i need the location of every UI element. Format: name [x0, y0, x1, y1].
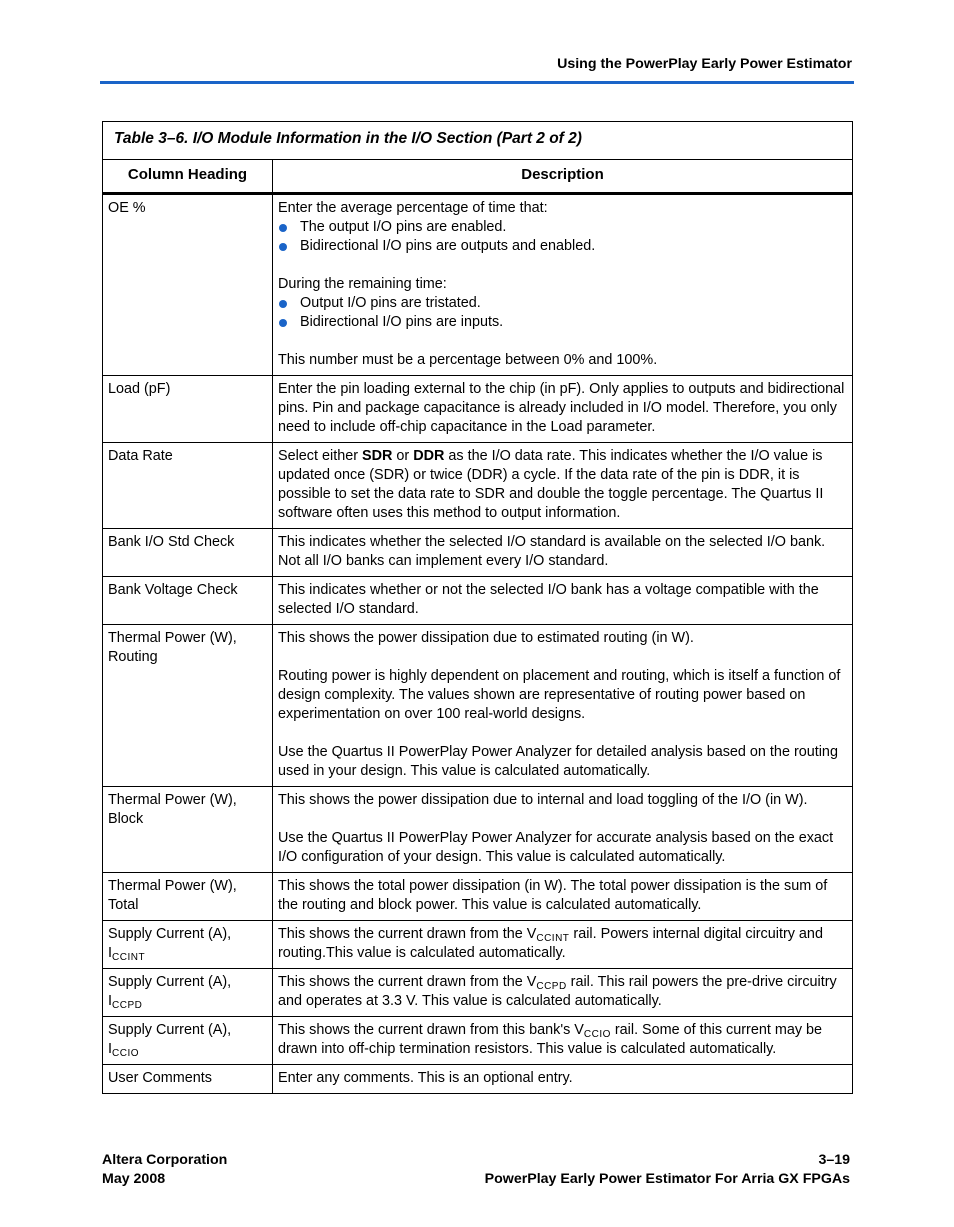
voltage-subscript: CCINT	[536, 933, 570, 944]
voltage-subscript: CCIO	[583, 1029, 611, 1040]
document-title: PowerPlay Early Power Estimator For Arria GX FPGAs	[484, 1171, 850, 1187]
row-name-text: Supply Current (A),	[108, 974, 232, 990]
description-text: This shows the power dissipation due to estimated routing (in W).	[278, 630, 694, 646]
description-text: Routing power is highly dependent on placement and routing, which is itself a function of design complexity. The values shown are representative of routing power based on experimentation on over 100 real-world designs.	[278, 668, 841, 722]
publication-date: May 2008	[102, 1171, 166, 1187]
footer-right	[485, 1151, 850, 1189]
row-description	[273, 787, 853, 873]
column-heading-header: Column Heading	[103, 160, 273, 194]
table-row	[103, 625, 853, 787]
table-row	[103, 376, 853, 443]
row-name-text: Supply Current (A),	[108, 1022, 232, 1038]
table-row	[103, 921, 853, 969]
table-row	[103, 529, 853, 577]
bullet-icon	[279, 319, 287, 327]
description-text: Use the Quartus II PowerPlay Power Analyzer for accurate analysis based on the exact I/O configuration of your design. This value is calculated automatically.	[278, 830, 834, 865]
table-row	[103, 194, 853, 376]
description-text: Select either	[278, 448, 362, 464]
row-description	[273, 1017, 853, 1065]
row-description: Enter the pin loading external to the chip (in pF). Only applies to outputs and bidirectional pins. Pin and package capacitance is already included in I/O model. Therefore, you only need to include off-chip capacitance in the Load parameter.	[273, 376, 853, 443]
table-row	[103, 1017, 853, 1065]
current-symbol: I	[108, 1041, 112, 1057]
list-item-text: Output I/O pins are tristated.	[300, 295, 481, 311]
row-name: Thermal Power (W), Total	[103, 873, 273, 921]
page-number: 3–19	[818, 1152, 850, 1168]
ddr-term: DDR	[413, 448, 445, 464]
list-item-text: Bidirectional I/O pins are outputs and enabled.	[300, 238, 596, 254]
row-name: Thermal Power (W), Block	[103, 787, 273, 873]
list-item	[278, 237, 846, 256]
description-text: rail. This rail powers the pre-drive circuitry and operates at 3.3 V. This value is calculated automatically.	[278, 974, 837, 1009]
row-name	[103, 921, 273, 969]
row-name: Thermal Power (W), Routing	[103, 625, 273, 787]
footer-left	[102, 1151, 227, 1189]
description-text: This shows the current drawn from this bank's V	[278, 1022, 584, 1038]
current-subscript: CCINT	[112, 952, 146, 963]
row-description: Enter any comments. This is an optional entry.	[273, 1065, 853, 1094]
description-text: This shows the power dissipation due to internal and load toggling of the I/O (in W).	[278, 792, 808, 808]
row-name: OE %	[103, 194, 273, 376]
company-name: Altera Corporation	[102, 1152, 228, 1168]
row-description	[273, 625, 853, 787]
row-description: This shows the total power dissipation (in W). The total power dissipation is the sum of the routing and block power. This value is calculated automatically.	[273, 873, 853, 921]
table-row	[103, 873, 853, 921]
sdr-term: SDR	[362, 448, 393, 464]
bullet-icon	[279, 300, 287, 308]
description-text: Use the Quartus II PowerPlay Power Analyzer for detailed analysis based on the routing used in your design. This value is calculated automatically.	[278, 744, 838, 779]
list-item	[278, 313, 846, 332]
description-text: This shows the current drawn from the V	[278, 974, 537, 990]
list-item	[278, 294, 846, 313]
bullet-icon	[279, 243, 287, 251]
row-description: This indicates whether the selected I/O standard is available on the selected I/O bank. Not all I/O banks can implement every I/O standard.	[273, 529, 853, 577]
running-header: Using the PowerPlay Early Power Estimator	[557, 56, 852, 72]
row-name: Bank Voltage Check	[103, 577, 273, 625]
table-row	[103, 969, 853, 1017]
row-description	[273, 443, 853, 529]
current-subscript: CCPD	[112, 1000, 143, 1011]
row-name: Load (pF)	[103, 376, 273, 443]
table-row	[103, 1065, 853, 1094]
list-item-text: Bidirectional I/O pins are inputs.	[300, 314, 504, 330]
list-item-text: The output I/O pins are enabled.	[300, 219, 507, 235]
row-name: Data Rate	[103, 443, 273, 529]
io-module-table	[102, 121, 853, 1094]
row-description	[273, 194, 853, 376]
table-caption: Table 3–6. I/O Module Information in the I/O Section (Part 2 of 2)	[103, 122, 853, 160]
description-text: This shows the current drawn from the V	[278, 926, 537, 942]
row-name	[103, 1017, 273, 1065]
table-row	[103, 787, 853, 873]
list-item	[278, 218, 846, 237]
row-name-text: Supply Current (A),	[108, 926, 232, 942]
current-symbol: I	[108, 993, 112, 1009]
description-text: as the I/O data rate. This indicates whether the I/O value is updated once (SDR) or twice (DDR) a cycle. If the data rate of the pin is DDR, it is possible to set the data rate to SDR and double the toggle percentage. The Quartus II software often uses this method to output information.	[278, 448, 824, 521]
header-rule	[100, 81, 854, 84]
table-row	[103, 443, 853, 529]
row-name	[103, 969, 273, 1017]
description-text: Enter the average percentage of time that:	[278, 200, 548, 216]
bullet-icon	[279, 224, 287, 232]
row-description	[273, 969, 853, 1017]
description-text: rail. Some of this current may be drawn into off-chip termination resistors. This value is calculated automatically.	[278, 1022, 823, 1057]
voltage-subscript: CCPD	[536, 981, 567, 992]
description-text: This number must be a percentage between 0% and 100%.	[278, 352, 658, 368]
row-name: Bank I/O Std Check	[103, 529, 273, 577]
row-name: User Comments	[103, 1065, 273, 1094]
current-symbol: I	[108, 945, 112, 961]
row-description: This indicates whether or not the selected I/O bank has a voltage compatible with the selected I/O standard.	[273, 577, 853, 625]
description-text: rail. Powers internal digital circuitry and routing.This value is calculated automatically.	[278, 926, 823, 961]
current-subscript: CCIO	[112, 1048, 139, 1059]
table-row	[103, 577, 853, 625]
description-header: Description	[273, 160, 853, 194]
description-text: During the remaining time:	[278, 276, 447, 292]
description-text: or	[392, 448, 414, 464]
row-description	[273, 921, 853, 969]
